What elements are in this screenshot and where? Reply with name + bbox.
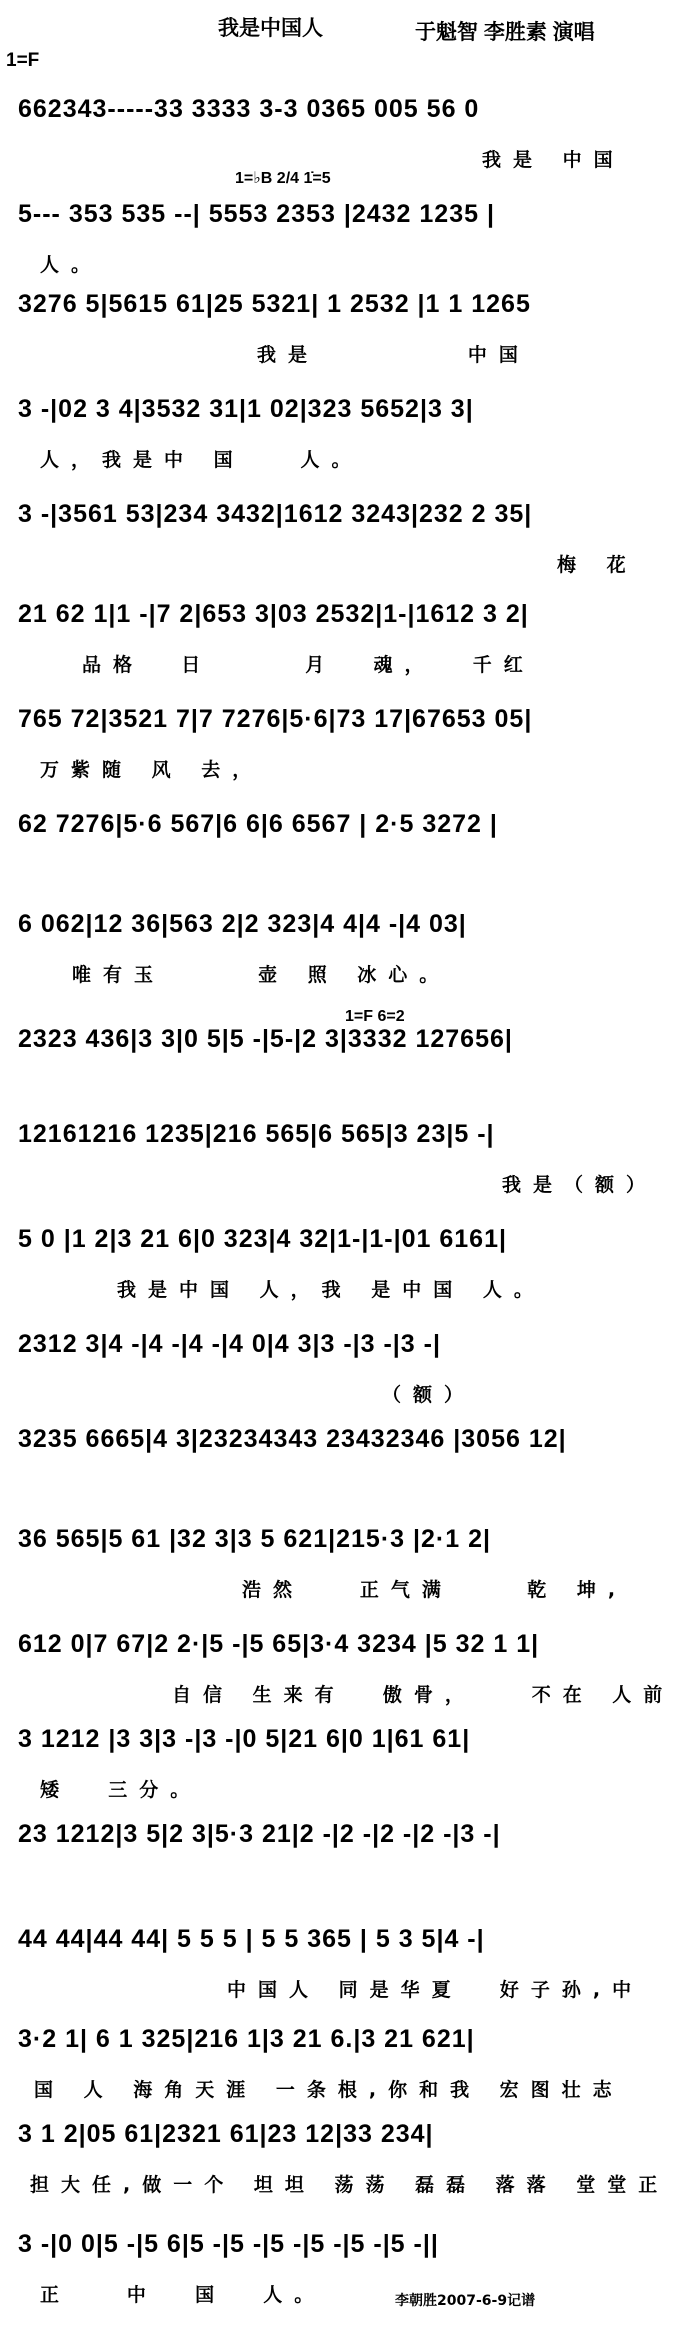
notation-line — [12, 95, 682, 185]
jianpu-notes: 3 1212 |3 3|3 -|3 -|0 5|21 6|0 1|61 61| — [18, 1725, 471, 1753]
notation-line — [12, 1225, 682, 1315]
notation-line — [12, 810, 682, 900]
notation-line — [12, 2120, 682, 2210]
notation-line — [12, 1725, 682, 1815]
notation-line — [12, 500, 682, 590]
notation-line — [12, 1630, 682, 1720]
notation-line — [12, 395, 682, 485]
jianpu-notes: 3 1 2|05 61|2321 61|23 12|33 234| — [18, 2120, 434, 2148]
notation-line — [12, 910, 682, 1000]
jianpu-notes: 3235 6665|4 3|23234343 23432346 |3056 12| — [18, 1425, 567, 1453]
jianpu-notes: 2312 3|4 -|4 -|4 -|4 0|4 3|3 -|3 -|3 -| — [18, 1330, 441, 1358]
notation-line — [12, 1925, 682, 2015]
lyrics-line: 唯有玉 壶 照 冰心。 — [72, 964, 451, 986]
jianpu-notes: 3 -|0 0|5 -|5 6|5 -|5 -|5 -|5 -|5 -|5 -|| — [18, 2230, 439, 2258]
jianpu-notes: 6 062|12 36|563 2|2 323|4 4|4 -|4 03| — [18, 910, 467, 938]
jianpu-notes: 3 -|02 3 4|3532 31|1 02|323 5652|3 3| — [18, 395, 474, 423]
lyrics-line: 人。 — [40, 254, 103, 276]
lyrics-line: （额） — [382, 1384, 476, 1406]
key-signature: 1=F — [6, 50, 40, 71]
notation-line — [12, 1025, 682, 1115]
lyrics-line: 人，我是中 国 人。 — [40, 449, 363, 471]
lyrics-line: 我是中国 人，我 是中国 人。 — [117, 1279, 545, 1301]
notation-line — [12, 290, 682, 380]
lyrics-line: 品格 日 月 魂， 千红 — [82, 654, 535, 676]
transcriber-credit: 李朝胜2007-6-9记谱 — [395, 2293, 536, 2309]
jianpu-notes: 12161216 1235|216 565|6 565|3 23|5 -| — [18, 1120, 495, 1148]
jianpu-notes: 3 -|3561 53|234 3432|1612 3243|232 2 35| — [18, 500, 533, 528]
performers: 于魁智 李胜素 演唱 — [415, 21, 595, 44]
notation-line — [12, 2025, 682, 2115]
jianpu-notes: 3276 5|5615 61|25 5321| 1 2532 |1 1 1265 — [18, 290, 531, 318]
jianpu-notes: 5--- 353 535 --| 5553 2353 |2432 1235 | — [18, 200, 495, 228]
notation-line — [12, 1820, 682, 1910]
notation-line — [12, 200, 682, 290]
jianpu-notes: 44 44|44 44| 5 5 5 | 5 5 365 | 5 3 5|4 -| — [18, 1925, 485, 1953]
lyrics-line: 中国人 同是华夏 好子孙,中 — [227, 1979, 644, 2001]
lyrics-line: 我是（额） — [502, 1174, 658, 1196]
jianpu-notes: 36 565|5 61 |32 3|3 5 621|215·3 |2·1 2| — [18, 1525, 491, 1553]
lyrics-line: 我是 中国 — [482, 149, 625, 171]
key-change-1: 1=♭B 2/4 1̇=5 — [235, 170, 331, 187]
lyrics-line: 国 人 海角天涯 一条根,你和我 宏图壮志 — [34, 2079, 624, 2101]
lyrics-line: 矮 三分。 — [40, 1779, 202, 1801]
lyrics-line: 正 中 国 人。 — [40, 2284, 326, 2306]
notation-line — [12, 1330, 682, 1420]
jianpu-notes: 2323 436|3 3|0 5|5 -|5-|2 3|3332 127656| — [18, 1025, 513, 1053]
jianpu-notes: 21 62 1|1 -|7 2|653 3|03 2532|1-|1612 3 2| — [18, 600, 529, 628]
lyrics-line: 浩然 正气满 乾 坤, — [242, 1579, 628, 1601]
notation-line — [12, 1425, 682, 1515]
jianpu-notes: 662343-----33 3333 3-3 0365 005 56 0 — [18, 95, 480, 123]
notation-line — [12, 1120, 682, 1210]
notation-line — [12, 600, 682, 690]
lyrics-line: 我是 中国 — [257, 344, 530, 366]
lyrics-line: 自信 生来有 傲骨， 不在 人前 — [172, 1684, 675, 1706]
notation-line — [12, 705, 682, 795]
jianpu-notes: 62 7276|5·6 567|6 6|6 6567 | 2·5 3272 | — [18, 810, 498, 838]
jianpu-notes: 3·2 1| 6 1 325|216 1|3 21 6.|3 21 621| — [18, 2025, 475, 2053]
jianpu-notes: 612 0|7 67|2 2·|5 -|5 65|3·4 3234 |5 32 1 1| — [18, 1630, 540, 1658]
notation-line — [12, 1525, 682, 1615]
notation-line — [12, 2230, 682, 2320]
song-title: 我是中国人 — [218, 17, 323, 40]
key-change-2: 1=F 6=2 — [345, 1008, 405, 1025]
lyrics-line: 万紫随 风 去， — [40, 759, 264, 781]
jianpu-notes: 5 0 |1 2|3 21 6|0 323|4 32|1-|1-|01 6161| — [18, 1225, 507, 1253]
jianpu-notes: 765 72|3521 7|7 7276|5·6|73 17|67653 05| — [18, 705, 533, 733]
jianpu-notes: 23 1212|3 5|2 3|5·3 21|2 -|2 -|2 -|2 -|3 -| — [18, 1820, 501, 1848]
lyrics-line: 担大任,做一个 坦坦 荡荡 磊磊 落落 堂堂正 — [30, 2174, 670, 2196]
lyrics-line: 梅 花 — [557, 554, 638, 576]
